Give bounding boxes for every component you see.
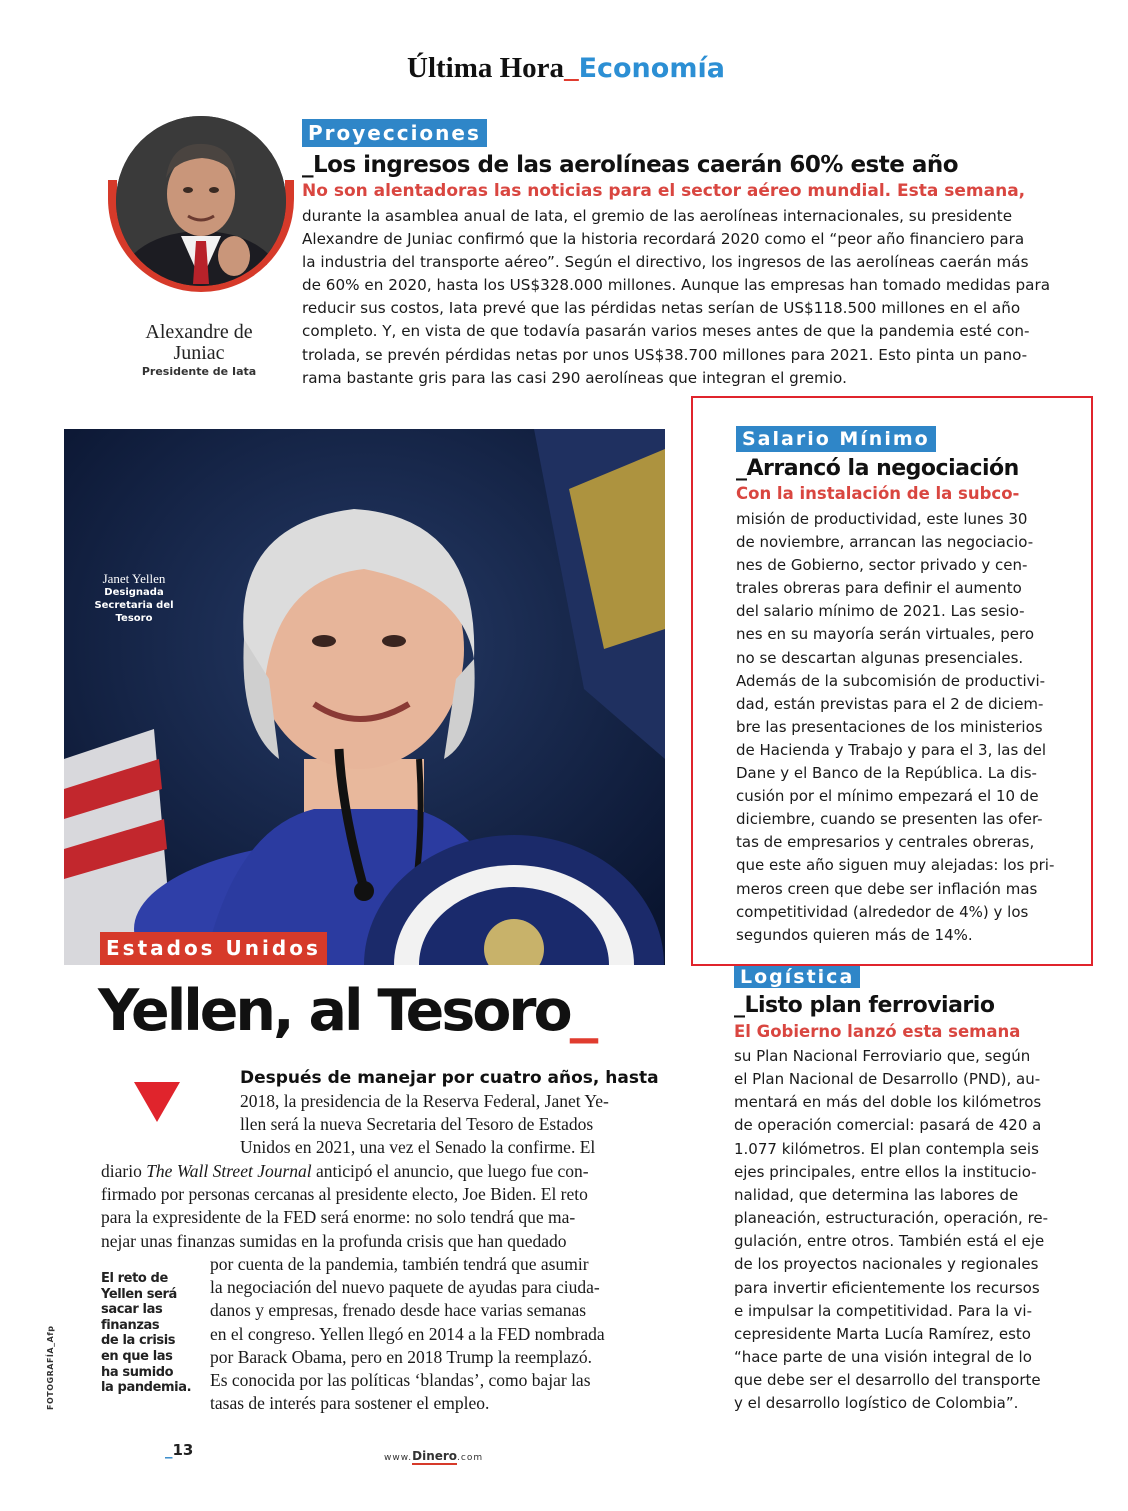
body-estados-unidos-top: [240, 1090, 609, 1160]
body-line: del salario mínimo de 2021. Las sesio-: [736, 602, 1025, 621]
body-line: tas de empresarios y centrales obreras,: [736, 833, 1035, 852]
body-line: nejar unas finanzas sumidas en la profunda crisis que han quedado: [101, 1230, 567, 1251]
body-line: diciembre, cuando se presenten las ofer-: [736, 810, 1043, 829]
page-number-prefix: _: [165, 1441, 173, 1459]
lead-proyecciones: No son alentadoras las noticias para el sector aéreo mundial. Esta semana,: [302, 181, 1026, 201]
body-line: competitividad (alrededor de 4%) y los: [736, 902, 1029, 921]
tag-salario-minimo: Salario Mínimo: [736, 426, 936, 452]
body-line: Además de la subcomisión de productivi-: [736, 671, 1046, 690]
body-salario-minimo: [736, 508, 1054, 947]
pullquote-estados-unidos: [101, 1271, 191, 1396]
juniac-portrait-illustration: [116, 116, 286, 286]
pullquote-line: El reto de: [101, 1271, 168, 1286]
page-number: [165, 1441, 193, 1459]
headline-estados-unidos: [98, 978, 598, 1044]
wsj-title: The Wall Street Journal: [146, 1161, 312, 1181]
headline-yellen: Yellen, al Tesoro: [98, 978, 570, 1044]
body-line: no se descartan algunas presenciales.: [736, 648, 1024, 667]
body-line: en el congreso. Yellen llegó en 2014 a la FED nombrada: [210, 1323, 605, 1344]
juniac-portrait: [116, 116, 286, 286]
body-line: para invertir eficientemente los recursos: [734, 1278, 1040, 1297]
body-estados-unidos-middle: [101, 1160, 589, 1253]
body-proyecciones: [302, 205, 1050, 390]
pullquote-line: en que las: [101, 1348, 173, 1364]
pullquote-line: de la crisis: [101, 1333, 176, 1349]
body-line: la industria del transporte aéreo”. Según el directivo, los ingresos de las aerolíneas caerán más: [302, 253, 1029, 272]
pullquote-line: la pandemia.: [101, 1380, 192, 1396]
yellen-caption-role-1: Designada: [104, 587, 164, 598]
body-line: de noviembre, arrancan las negociacio-: [736, 533, 1034, 552]
body-line: gulación, entre otros. También está el eje: [734, 1232, 1045, 1251]
photo-credit: FOTOGRAFÍA_Afp: [46, 1325, 55, 1410]
header-section: Economía: [578, 53, 725, 84]
body-line: reducir sus costos, Iata prevé que las pérdidas netas serían de US$118.500 millones en el año: [302, 299, 1021, 318]
body-line: 1.077 kilómetros. El plan contempla seis: [734, 1139, 1039, 1158]
page-number-value: 13: [172, 1441, 194, 1459]
yellen-caption: [94, 571, 174, 625]
yellen-caption-role-3: Tesoro: [115, 613, 153, 624]
body-line: el Plan Nacional de Desarrollo (PND), au-: [734, 1070, 1041, 1089]
header-title: Última Hora: [407, 52, 565, 84]
body-line: meros creen que debe ser inflación mas: [736, 879, 1038, 898]
lead-salario-minimo: Con la instalación de la subco-: [736, 484, 1020, 503]
body-line: tasas de interés para sostener el empleo.: [210, 1393, 490, 1414]
page-header: [385, 46, 805, 92]
body-line: por cuenta de la pandemia, también tendrá que asumir: [210, 1254, 589, 1274]
body-line: por Barack Obama, pero en 2018 Trump la reemplazó.: [210, 1346, 592, 1367]
body-line: danos y empresas, frenado desde hace varias semanas: [210, 1300, 587, 1321]
lead-logistica: El Gobierno lanzó esta semana: [734, 1022, 1021, 1041]
body-line: trolada, se prevén pérdidas netas por unos US$38.700 millones para 2021. Esto pinta un pano-: [302, 345, 1028, 364]
body-line: planeación, estructuración, operación, re-: [734, 1209, 1049, 1228]
body-line: de Hacienda y Trabajo y para el 3, las del: [736, 740, 1046, 759]
site-url-brand: Dinero: [412, 1449, 458, 1463]
yellen-photo-illustration: [64, 429, 665, 965]
body-line: misión de productividad, este lunes 30: [736, 510, 1028, 528]
body-line: que este año siguen muy alejadas: los pri-: [736, 856, 1055, 875]
yellen-caption-name: Janet Yellen: [102, 571, 166, 586]
tag-estados-unidos: Estados Unidos: [100, 932, 327, 965]
pullquote-line: ha sumido: [101, 1364, 174, 1380]
body-line: nes de Gobierno, sector privado y cen-: [736, 556, 1028, 575]
wsj-suffix: anticipó el anuncio, que luego fue con-: [311, 1161, 589, 1181]
body-line: completo. Y, en vista de que todavía pasarán varios meses antes de que la pandemia esté con-: [302, 322, 1030, 341]
pullquote-line: Yellen será: [101, 1286, 177, 1302]
body-line: su Plan Nacional Ferroviario que, según: [734, 1047, 1031, 1065]
body-line: ejes principales, entre ellos la institucio-: [734, 1162, 1037, 1181]
juniac-caption-name-2: Juniac: [173, 342, 225, 364]
tag-proyecciones: Proyecciones: [302, 119, 487, 147]
body-line: llen será la nueva Secretaria del Tesoro de Estados: [240, 1114, 594, 1135]
yellen-photo: [64, 429, 665, 965]
body-line: que debe ser el desarrollo del transporte: [734, 1371, 1041, 1390]
lead-estados-unidos: Después de manejar por cuatro años, hasta: [240, 1068, 659, 1088]
body-line: y el desarrollo logístico de Colombia”.: [734, 1394, 1019, 1413]
yellen-caption-role-2: Secretaria del: [94, 600, 174, 611]
body-line: rama bastante gris para las casi 290 aerolíneas que integran el gremio.: [302, 368, 847, 387]
site-url-suffix: .com: [457, 1453, 484, 1463]
body-estados-unidos-bottom: [210, 1253, 605, 1415]
site-url[interactable]: [384, 1449, 483, 1463]
body-line: e impulsar la competitividad. Para la vi-: [734, 1301, 1033, 1320]
wsj-prefix: diario: [101, 1161, 147, 1181]
site-url-prefix: www.: [384, 1453, 413, 1463]
body-line: nes en su mayoría serán virtuales, pero: [736, 625, 1035, 644]
body-line: la negociación del nuevo paquete de ayudas para ciuda-: [210, 1277, 600, 1298]
body-line: Alexandre de Juniac confirmó que la historia recordará 2020 como el “peor año financiero para: [302, 230, 1025, 249]
body-line: “hace parte de una visión integral de lo: [734, 1348, 1032, 1367]
body-line: nalidad, que determina las labores de: [734, 1185, 1019, 1204]
headline-underscore: _: [569, 978, 599, 1044]
body-line: 2018, la presidencia de la Reserva Federal, Janet Ye-: [240, 1091, 609, 1111]
body-line: para la expresidente de la FED será enorme: no solo tendrá que ma-: [101, 1207, 576, 1228]
body-line: cepresidente Marta Lucía Ramírez, esto: [734, 1324, 1031, 1343]
body-line: Dane y el Banco de la República. La dis-: [736, 764, 1037, 783]
headline-salario-minimo: _Arrancó la negociación: [736, 456, 1019, 481]
juniac-caption: [118, 322, 280, 379]
body-line: segundos quieren más de 14%.: [736, 925, 973, 944]
body-line: [101, 1160, 589, 1183]
body-line: Unidos en 2021, una vez el Senado la confirme. El: [240, 1137, 596, 1158]
body-line: de operación comercial: pasará de 420 a: [734, 1116, 1042, 1135]
body-line: dad, están previstas para el 2 de diciem-: [736, 694, 1044, 713]
body-line: durante la asamblea anual de Iata, el gremio de las aerolíneas internacionales, su presidente: [302, 207, 1013, 225]
salario-minimo-box: [691, 396, 1093, 966]
body-line: de 60% en 2020, hasta los US$328.000 millones. Aunque las empresas han tomado medidas para: [302, 276, 1051, 295]
juniac-caption-role: Presidente de Iata: [141, 365, 257, 378]
headline-proyecciones: _Los ingresos de las aerolíneas caerán 60% este año: [302, 152, 959, 178]
pullquote-line: sacar las: [101, 1302, 163, 1318]
body-line: Es conocida por las políticas ‘blandas’, como bajar las: [210, 1370, 591, 1391]
header-separator: _: [564, 52, 579, 84]
red-down-triangle-icon: [134, 1082, 180, 1122]
tag-logistica: Logística: [734, 966, 860, 988]
body-line: de los proyectos nacionales y regionales: [734, 1255, 1039, 1274]
body-line: firmado por personas cercanas al presidente electo, Joe Biden. El reto: [101, 1184, 588, 1205]
headline-logistica: _Listo plan ferroviario: [734, 993, 995, 1018]
body-line: trales obreras para definir el aumento: [736, 579, 1022, 598]
body-line: cusión por el mínimo empezará el 10 de: [736, 787, 1039, 806]
juniac-caption-name-1: Alexandre de: [145, 321, 253, 343]
body-line: bre las presentaciones de los ministerios: [736, 717, 1043, 736]
body-logistica: [734, 1045, 1048, 1416]
body-line: mentará en más del doble los kilómetros: [734, 1093, 1042, 1112]
pullquote-line: finanzas: [101, 1317, 160, 1333]
